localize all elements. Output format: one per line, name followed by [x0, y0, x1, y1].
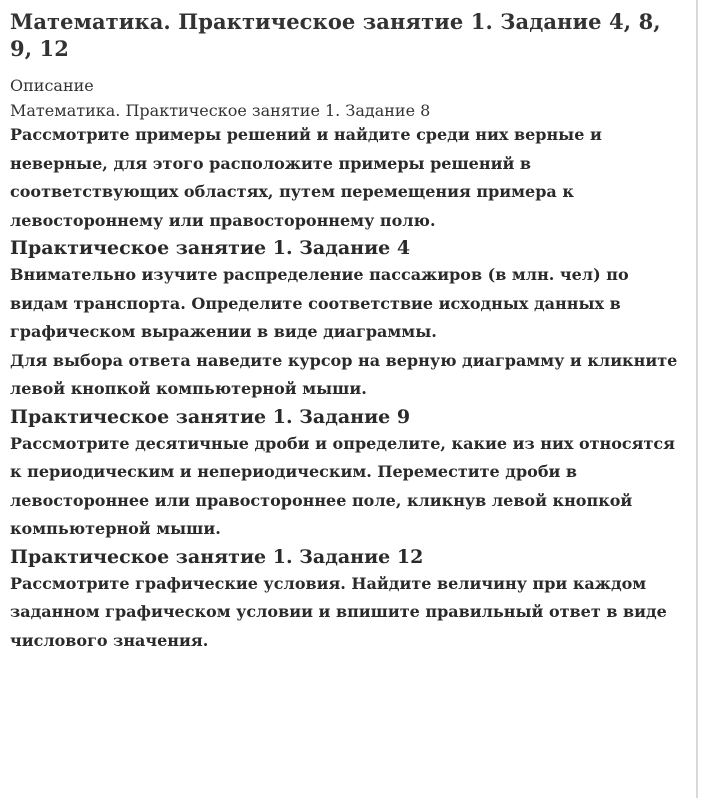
- task-4-paragraph-1: Внимательно изучите распределение пассажиров (в млн. чел) по видам транспорта. Определите соответствие исходных данных в графическом выражении в виде диаграммы.: [10, 265, 629, 341]
- section-heading-task-12: Практическое занятие 1. Задание 12: [10, 545, 424, 568]
- section-heading-task-9: Практическое занятие 1. Задание 9: [10, 405, 411, 428]
- section-heading-task-4: Практическое занятие 1. Задание 4: [10, 237, 411, 259]
- page-title: Математика. Практическое занятие 1. Задание 4, 8, 9, 12: [10, 9, 661, 61]
- task-4-paragraph-2: Для выбора ответа наведите курсор на верную диаграмму и кликните левой кнопкой компьютерной мыши.: [10, 350, 678, 398]
- task-9-paragraph: Рассмотрите десятичные дроби и определите, какие из них относятся к периодическим и непериодическим. Переместите дроби в левостороннее или правостороннее поле, кликнув левой кнопкой компьютерной мыши.: [10, 433, 675, 538]
- task-12-paragraph: Рассмотрите графические условия. Найдите величину при каждом заданном графическом условии и впишите правильный ответ в виде числового значения.: [10, 573, 667, 650]
- description-label: Описание: [10, 76, 94, 95]
- description-subtitle: Математика. Практическое занятие 1. Задание 8: [10, 101, 431, 120]
- intro-paragraph: Рассмотрите примеры решений и найдите среди них верные и неверные, для этого расположите примеры решений в соответствующих областях, путем перемещения примера к левостороннему или правостороннему полю.: [10, 125, 602, 230]
